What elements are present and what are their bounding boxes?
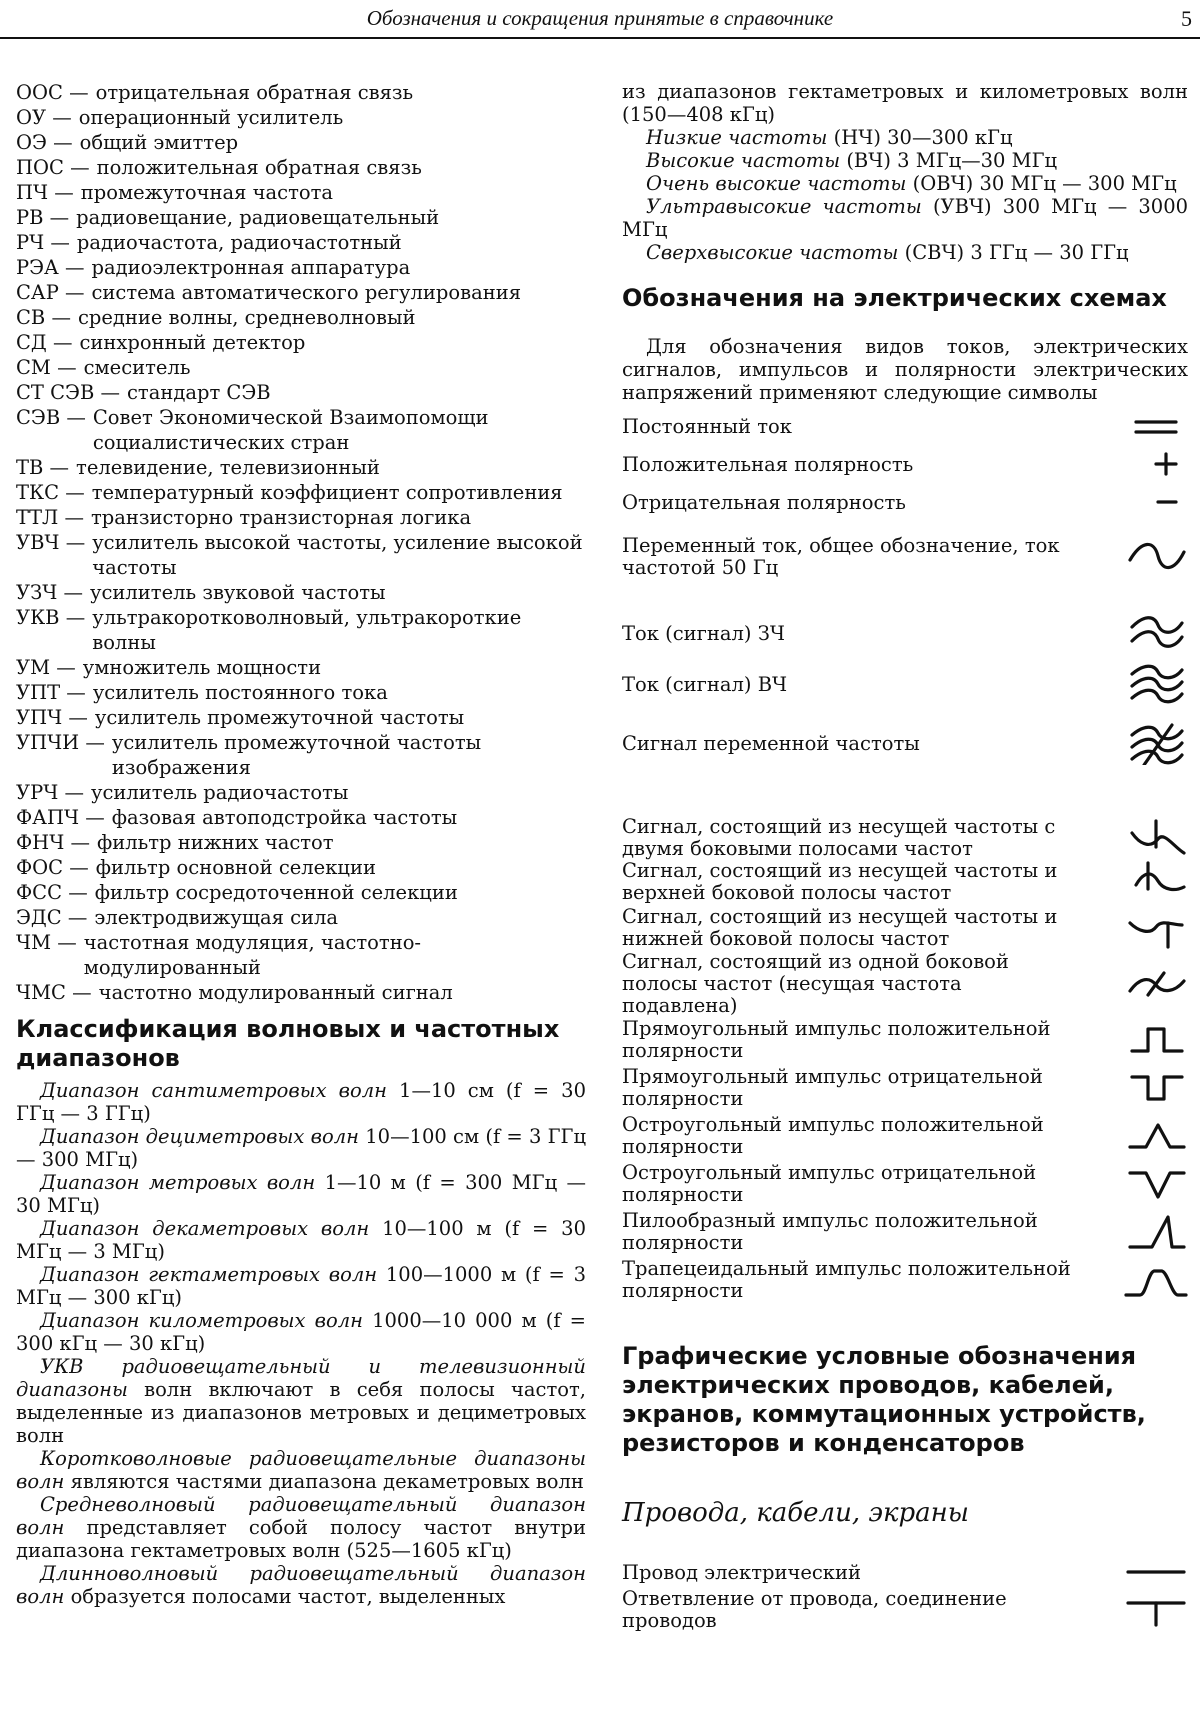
abbreviation-entry bbox=[16, 405, 586, 455]
abbreviation-key: УЗЧ — bbox=[16, 581, 84, 604]
abbreviation-entry bbox=[16, 305, 586, 330]
abbreviation-entry bbox=[16, 80, 586, 105]
symbol-label: Постоянный ток bbox=[622, 415, 792, 438]
frequency-band bbox=[622, 126, 1188, 149]
wires-subheading: Провода, кабели, экраны bbox=[622, 1498, 969, 1528]
variable-frequency-icon bbox=[1124, 723, 1188, 765]
note-text: волн включают в себя полосы частот, выделенные из диапазонов метровых и дециметровых волн bbox=[16, 1378, 586, 1447]
symbol-label: Провод электрический bbox=[622, 1561, 861, 1584]
abbreviation-key: ОЭ — bbox=[16, 131, 73, 154]
abbreviation-text: радиоэлектронная аппаратура bbox=[91, 256, 411, 279]
abbreviation-key: ПЧ — bbox=[16, 181, 74, 204]
abbreviation-entry bbox=[16, 880, 586, 905]
symbol-label: Пилообразный импульс положительной полярности bbox=[622, 1209, 1038, 1254]
band-value: (УВЧ) 300 МГц — 3000 МГц bbox=[622, 195, 1189, 241]
symbol-row bbox=[622, 408, 1188, 446]
abbreviation-entry bbox=[16, 605, 586, 655]
minus-icon bbox=[1124, 482, 1188, 524]
abbreviation-entry bbox=[16, 780, 586, 805]
ac-current-icon bbox=[1124, 536, 1188, 578]
abbreviation-text: система автоматического регулирования bbox=[91, 281, 522, 304]
symbol-label: Сигнал, состоящий из несущей частоты и верхней боковой полосы частот bbox=[622, 859, 1058, 904]
wave-range bbox=[16, 1309, 586, 1355]
band-name: Очень высокие частоты bbox=[646, 172, 907, 195]
note-text: образуется полосами частот, выделенных bbox=[70, 1585, 506, 1608]
abbreviation-key: СД — bbox=[16, 331, 73, 354]
abbreviation-key: ЭДС — bbox=[16, 906, 88, 929]
abbreviation-text: умножитель мощности bbox=[82, 656, 322, 679]
symbol-label: Ответвление от провода, соединение проводов bbox=[622, 1587, 1007, 1632]
band-value: (НЧ) 30—300 кГц bbox=[833, 126, 1013, 149]
abbreviation-key: РЧ — bbox=[16, 231, 70, 254]
abbreviation-text: отрицательная обратная связь bbox=[95, 81, 414, 104]
symbol-label: Остроугольный импульс положительной полярности bbox=[622, 1113, 1044, 1158]
broadcast-notes bbox=[16, 1355, 586, 1608]
band-name: Низкие частоты bbox=[646, 126, 828, 149]
abbreviation-entry bbox=[16, 705, 586, 730]
symbol-label: Сигнал, состоящий из несущей частоты с двумя боковыми полосами частот bbox=[622, 815, 1056, 860]
abbreviation-text: усилитель звуковой частоты bbox=[90, 581, 386, 604]
page-number: 5 bbox=[1181, 6, 1192, 31]
abbreviation-entry bbox=[16, 530, 586, 580]
carrier-lower-sideband-icon bbox=[1124, 907, 1188, 949]
graphics-heading: Графические условные обозначения электрических проводов, кабелей, экранов, коммутационных устройств, резисторов и конденсаторов bbox=[622, 1342, 1146, 1457]
note-lead: УКВ радиовещательный и телевизионный диапазоны bbox=[16, 1355, 586, 1401]
symbol-row bbox=[622, 1112, 1188, 1160]
abbreviation-text: фазовая автоподстройка частоты bbox=[111, 806, 458, 829]
abbreviation-text: усилитель высокой частоты, усиление высокой частоты bbox=[92, 531, 583, 579]
abbreviation-text: средние волны, средневолновый bbox=[77, 306, 416, 329]
range-value: 1—10 м (f = 300 МГц — 30 МГц) bbox=[16, 1171, 586, 1217]
rect-pulse-positive-icon bbox=[1124, 1019, 1188, 1061]
range-name: Диапазон декаметровых волн bbox=[40, 1217, 370, 1240]
note-text: являются частями диапазона декаметровых волн bbox=[70, 1470, 584, 1493]
symbols-heading: Обозначения на электрических схемах bbox=[622, 284, 1167, 312]
abbreviation-key: ТТЛ — bbox=[16, 506, 84, 529]
symbol-row bbox=[622, 1208, 1188, 1256]
broadcast-note bbox=[16, 1493, 586, 1562]
abbreviation-key: ФНЧ — bbox=[16, 831, 90, 854]
band-value: (ВЧ) 3 МГц—30 МГц bbox=[846, 149, 1058, 172]
abbreviation-text: операционный усилитель bbox=[78, 106, 344, 129]
abbreviation-key: ТКС — bbox=[16, 481, 85, 504]
range-name: Диапазон дециметровых волн bbox=[40, 1125, 359, 1148]
abbreviation-text: радиочастота, радиочастотный bbox=[76, 231, 402, 254]
abbreviation-entry bbox=[16, 905, 586, 930]
carrier-two-sidebands-icon bbox=[1124, 817, 1188, 859]
symbol-row bbox=[622, 658, 1188, 712]
abbreviation-key: ПОС — bbox=[16, 156, 90, 179]
broadcast-note bbox=[16, 1355, 586, 1447]
abbreviation-text: фильтр основной селекции bbox=[95, 856, 376, 879]
note-text: представляет собой полосу частот внутри диапазона гектаметровых волн (525—1605 кГц) bbox=[16, 1516, 586, 1562]
symbols-list bbox=[622, 408, 1188, 1304]
symbol-label: Ток (сигнал) ЗЧ bbox=[622, 622, 785, 645]
symbol-row bbox=[622, 610, 1188, 658]
abbreviation-entry bbox=[16, 580, 586, 605]
abbreviation-key: СМ — bbox=[16, 356, 77, 379]
abbreviation-entry bbox=[16, 505, 586, 530]
symbol-label: Прямоугольный импульс отрицательной полярности bbox=[622, 1065, 1043, 1110]
abbreviation-entry bbox=[16, 205, 586, 230]
left-column bbox=[16, 80, 586, 1608]
abbreviation-key: ООС — bbox=[16, 81, 89, 104]
abbreviation-key: УПЧИ — bbox=[16, 731, 105, 754]
abbreviation-text: смеситель bbox=[83, 356, 191, 379]
symbol-row bbox=[622, 484, 1188, 522]
symbol-label: Отрицательная полярность bbox=[622, 491, 906, 514]
band-name: Сверхвысокие частоты bbox=[646, 241, 899, 264]
symbol-label: Переменный ток, общее обозначение, ток частотой 50 Гц bbox=[622, 534, 1060, 579]
abbreviation-text: усилитель промежуточной частоты изображения bbox=[111, 731, 482, 779]
classification-heading: Классификация волновых и частотных диапазонов bbox=[16, 1015, 560, 1072]
dc-current-icon bbox=[1124, 406, 1188, 448]
symbol-label: Остроугольный импульс отрицательной полярности bbox=[622, 1161, 1037, 1206]
running-title: Обозначения и сокращения принятые в справочнике bbox=[366, 6, 834, 30]
sharp-pulse-negative-icon bbox=[1124, 1163, 1188, 1205]
wave-ranges bbox=[16, 1079, 586, 1355]
abbreviation-key: ЧМ — bbox=[16, 931, 77, 954]
page-header bbox=[0, 0, 1200, 40]
abbreviation-entry bbox=[16, 105, 586, 130]
abbreviation-key: УМ — bbox=[16, 656, 76, 679]
abbreviation-key: ОУ — bbox=[16, 106, 72, 129]
frequency-band bbox=[622, 149, 1188, 172]
continuation-text: из диапазонов гектаметровых и километровых волн (150—408 кГц) bbox=[622, 80, 1188, 126]
symbol-row bbox=[622, 1160, 1188, 1208]
abbreviation-key: СВ — bbox=[16, 306, 71, 329]
note-lead: Коротковолновые радиовещательные диапазоны волн bbox=[16, 1447, 586, 1493]
symbol-row bbox=[622, 1560, 1188, 1586]
symbol-label: Положительная полярность bbox=[622, 453, 914, 476]
range-name: Диапазон сантиметровых волн bbox=[40, 1079, 387, 1102]
symbol-label: Сигнал, состоящий из одной боковой полосы частот (несущая частота подавлена) bbox=[622, 950, 1009, 1017]
audio-signal-icon bbox=[1124, 613, 1188, 655]
range-name: Диапазон километровых волн bbox=[40, 1309, 363, 1332]
symbol-label: Прямоугольный импульс положительной полярности bbox=[622, 1017, 1051, 1062]
abbreviation-entry bbox=[16, 280, 586, 305]
abbreviation-text: электродвижущая сила bbox=[94, 906, 339, 929]
sharp-pulse-positive-icon bbox=[1124, 1115, 1188, 1157]
abbreviation-text: транзисторно транзисторная логика bbox=[90, 506, 472, 529]
abbreviation-entry bbox=[16, 255, 586, 280]
abbreviation-entry bbox=[16, 130, 586, 155]
abbreviation-text: положительная обратная связь bbox=[96, 156, 422, 179]
band-value: (ОВЧ) 30 МГц — 300 МГц bbox=[912, 172, 1177, 195]
band-name: Высокие частоты bbox=[646, 149, 841, 172]
wire-branch-icon bbox=[1124, 1589, 1188, 1631]
trapezoid-pulse-icon bbox=[1124, 1259, 1188, 1301]
note-lead: Средневолновый радиовещательный диапазон волн bbox=[16, 1493, 586, 1539]
symbol-label: Сигнал, состоящий из несущей частоты и нижней боковой полосы частот bbox=[622, 905, 1058, 950]
symbol-row bbox=[622, 522, 1188, 592]
abbreviation-key: СТ СЭВ — bbox=[16, 381, 120, 404]
abbreviation-entry bbox=[16, 455, 586, 480]
abbreviation-key: САР — bbox=[16, 281, 85, 304]
abbreviation-entry bbox=[16, 380, 586, 405]
abbreviations-list bbox=[16, 80, 586, 1005]
sawtooth-pulse-icon bbox=[1124, 1211, 1188, 1253]
abbreviation-entry bbox=[16, 180, 586, 205]
abbreviation-entry bbox=[16, 155, 586, 180]
symbol-row bbox=[622, 816, 1188, 860]
abbreviation-text: температурный коэффициент сопротивления bbox=[91, 481, 563, 504]
abbreviation-text: ультракоротковолновый, ультракороткие волны bbox=[92, 606, 522, 654]
plus-icon bbox=[1124, 444, 1188, 486]
symbol-row bbox=[622, 860, 1188, 904]
range-value: 100—1000 м (f = 3 МГц — 300 кГц) bbox=[16, 1263, 587, 1309]
symbol-label: Ток (сигнал) ВЧ bbox=[622, 673, 788, 696]
abbreviation-entry bbox=[16, 680, 586, 705]
broadcast-note bbox=[16, 1562, 586, 1608]
abbreviation-entry bbox=[16, 480, 586, 505]
symbol-row bbox=[622, 952, 1188, 1016]
symbol-label: Трапецеидальный импульс положительной полярности bbox=[622, 1257, 1071, 1302]
abbreviation-key: ТВ — bbox=[16, 456, 70, 479]
abbreviation-text: частотно модулированный сигнал bbox=[98, 981, 453, 1004]
abbreviation-text: стандарт СЭВ bbox=[127, 381, 271, 404]
frequency-band bbox=[622, 172, 1188, 195]
abbreviation-entry bbox=[16, 655, 586, 680]
symbol-row bbox=[622, 904, 1188, 952]
wave-range bbox=[16, 1079, 586, 1125]
band-value: (СВЧ) 3 ГГц — 30 ГГц bbox=[904, 241, 1129, 264]
single-sideband-icon bbox=[1124, 963, 1188, 1005]
abbreviation-text: усилитель промежуточной частоты bbox=[94, 706, 465, 729]
wave-range bbox=[16, 1217, 586, 1263]
abbreviation-entry bbox=[16, 805, 586, 830]
range-name: Диапазон метровых волн bbox=[40, 1171, 316, 1194]
symbol-row bbox=[622, 1064, 1188, 1112]
abbreviation-text: фильтр сосредоточенной селекции bbox=[94, 881, 458, 904]
hf-signal-icon bbox=[1124, 664, 1188, 706]
abbreviation-entry bbox=[16, 830, 586, 855]
note-lead: Длинноволновый радиовещательный диапазон волн bbox=[16, 1562, 586, 1608]
symbol-label: Сигнал переменной частоты bbox=[622, 732, 920, 755]
abbreviation-key: УКВ — bbox=[16, 606, 86, 629]
wave-range bbox=[16, 1171, 586, 1217]
abbreviation-text: синхронный детектор bbox=[79, 331, 306, 354]
frequency-bands bbox=[622, 126, 1188, 264]
right-column bbox=[622, 80, 1188, 1634]
symbol-row bbox=[622, 1586, 1188, 1634]
wave-range bbox=[16, 1125, 586, 1171]
range-value: 10—100 м (f = 30 МГц — 3 МГц) bbox=[16, 1217, 586, 1263]
range-name: Диапазон гектаметровых волн bbox=[40, 1263, 378, 1286]
abbreviation-text: общий эмиттер bbox=[79, 131, 239, 154]
abbreviation-entry bbox=[16, 855, 586, 880]
header-rule bbox=[0, 37, 1200, 39]
abbreviation-text: частотная модуляция, частотно-модулированный bbox=[83, 931, 422, 979]
symbol-row bbox=[622, 1256, 1188, 1304]
broadcast-note bbox=[16, 1447, 586, 1493]
abbreviation-text: телевидение, телевизионный bbox=[76, 456, 380, 479]
symbols-intro: Для обозначения видов токов, электрических сигналов, импульсов и полярности электрических напряжений применяют следующие символы bbox=[622, 335, 1188, 404]
symbol-row bbox=[622, 446, 1188, 484]
frequency-band bbox=[622, 195, 1188, 241]
abbreviation-text: фильтр нижних частот bbox=[96, 831, 334, 854]
wave-range bbox=[16, 1263, 586, 1309]
abbreviation-text: промежуточная частота bbox=[80, 181, 334, 204]
abbreviation-key: РВ — bbox=[16, 206, 70, 229]
abbreviation-key: УПТ — bbox=[16, 681, 86, 704]
carrier-upper-sideband-icon bbox=[1124, 861, 1188, 903]
abbreviation-key: СЭВ — bbox=[16, 406, 86, 429]
range-value: 1—10 см (f = 30 ГГц — 3 ГГц) bbox=[16, 1079, 586, 1125]
abbreviation-key: УВЧ — bbox=[16, 531, 86, 554]
wire-icon bbox=[1124, 1552, 1188, 1594]
abbreviation-entry bbox=[16, 980, 586, 1005]
wires-list bbox=[622, 1560, 1188, 1634]
abbreviation-entry bbox=[16, 730, 586, 780]
abbreviation-key: ФАПЧ — bbox=[16, 806, 105, 829]
symbol-row bbox=[622, 712, 1188, 776]
range-value: 10—100 см (f = 3 ГГц — 300 МГц) bbox=[16, 1125, 587, 1171]
abbreviation-text: усилитель постоянного тока bbox=[92, 681, 388, 704]
range-value: 1000—10 000 м (f = 300 кГц — 30 кГц) bbox=[16, 1309, 586, 1355]
abbreviation-text: Совет Экономической Взаимопомощи социалистических стран bbox=[92, 406, 489, 454]
abbreviation-entry bbox=[16, 930, 586, 980]
abbreviation-entry bbox=[16, 355, 586, 380]
frequency-band bbox=[622, 241, 1188, 264]
band-name: Ультравысокие частоты bbox=[646, 195, 922, 218]
abbreviation-key: РЭА — bbox=[16, 256, 85, 279]
abbreviation-key: ЧМС — bbox=[16, 981, 92, 1004]
abbreviation-key: УРЧ — bbox=[16, 781, 84, 804]
abbreviation-text: радиовещание, радиовещательный bbox=[76, 206, 440, 229]
abbreviation-entry bbox=[16, 230, 586, 255]
abbreviation-entry bbox=[16, 330, 586, 355]
abbreviation-key: УПЧ — bbox=[16, 706, 88, 729]
abbreviation-text: усилитель радиочастоты bbox=[90, 781, 349, 804]
abbreviation-key: ФОС — bbox=[16, 856, 89, 879]
symbol-row bbox=[622, 1016, 1188, 1064]
rect-pulse-negative-icon bbox=[1124, 1067, 1188, 1109]
abbreviation-key: ФСС — bbox=[16, 881, 88, 904]
